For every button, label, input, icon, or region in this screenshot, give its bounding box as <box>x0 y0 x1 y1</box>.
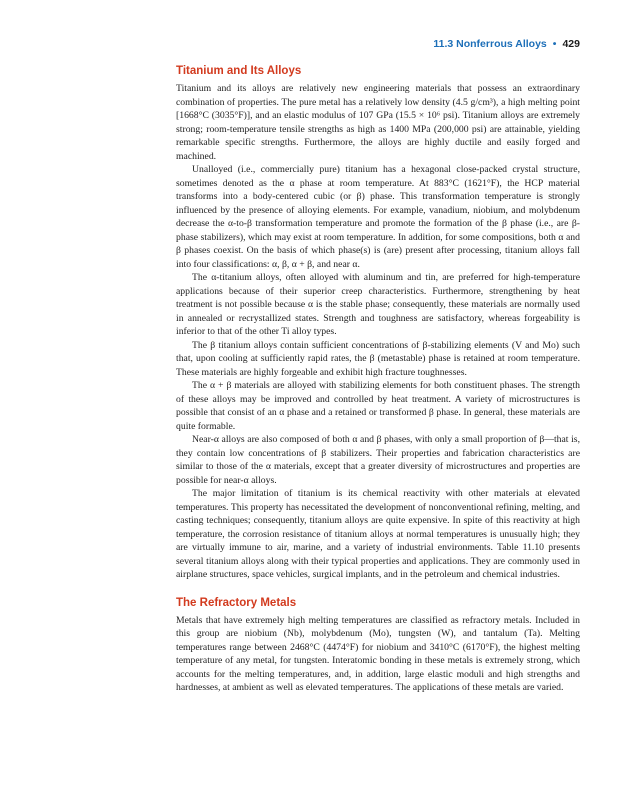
paragraph: Unalloyed (i.e., commercially pure) titanium has a hexagonal close-packed crystal structure, sometimes denoted as the α phase at room temperature. At 883°C (1621°F), the HCP material transforms into a body-centered cubic (or β) phase. This transformation temperature is strongly influenced by the presence of alloying elements. For example, vanadium, niobium, and molybdenum decrease the α-to-β transformation temperature and promote the formation of the β phase (i.e., are β-phase stabilizers), which may exist at room temperature. In addition, for some compositions, both α and β phases coexist. On the basis of which phase(s) is (are) present after processing, titanium alloys fall into four classifications: α, β, α + β, and near α. <box>176 164 580 270</box>
paragraph: The α + β materials are alloyed with stabilizing elements for both constituent phases. The strength of these alloys may be improved and controlled by heat treatment. A variety of microstructures is possible that consist of an α phase and a retained or transformed β phase. In general, these materials are quite formable. <box>176 380 580 432</box>
paragraph: The α-titanium alloys, often alloyed with aluminum and tin, are preferred for high-temperature applications because of their superior creep characteristics. Furthermore, strengthening by heat treatment is not possible because α is the stable phase; consequently, these materials are normally used in annealed or recrystallized states. Strength and toughness are satisfactory, whereas forgeability is inferior to that of the other Ti alloy types. <box>176 272 580 337</box>
paragraph: Metals that have extremely high melting temperatures are classified as refractory metals. Included in this group are niobium (Nb), molybdenum (Mo), tungsten (W), and tantalum (Ta). Melting temperatures range between 2468°C (4474°F) for niobium and 3410°C (6170°F), the highest melting temperature of any metal, for tungsten. Interatomic bonding in these metals is extremely strong, which accounts for the melting temperatures, and, in addition, large elastic moduli and high strengths and hardnesses, at ambient as well as elevated temperatures. The applications of these metals are varied. <box>176 614 580 693</box>
paragraph: Titanium and its alloys are relatively new engineering materials that possess an extraordinary combination of properties. The pure metal has a relatively low density (4.5 g/cm³), a high melting point [1668°C (3035°F)], and an elastic modulus of 107 GPa (15.5 × 10⁶ psi). Titanium alloys are extremely strong; room-temperature tensile strengths as high as 1400 MPa (200,000 psi) are attainable, yielding remarkable specific strengths. Furthermore, the alloys are highly ductile and easily forged and machined. <box>176 83 580 162</box>
section-title: 11.3 Nonferrous Alloys <box>433 38 547 50</box>
page-number: 429 <box>562 38 580 50</box>
running-header <box>433 38 580 50</box>
paragraph: Near-α alloys are also composed of both α and β phases, with only a small proportion of β—that is, they contain low concentrations of β stabilizers. Their properties and fabrication characteristics are similar to those of the α materials, except that a greater diversity of microstructures and properties are possible for near-α alloys. <box>176 434 580 486</box>
heading-refractory-metals: The Refractory Metals <box>176 596 297 609</box>
page-body <box>176 64 580 695</box>
paragraph: The major limitation of titanium is its chemical reactivity with other materials at elevated temperatures. This property has necessitated the development of nonconventional refining, melting, and casting techniques; consequently, titanium alloys are quite expensive. In spite of this reactivity at high temperature, the corrosion resistance of titanium alloys at normal temperatures is unusually high; they are virtually immune to air, marine, and a variety of industrial environments. Table 11.10 presents several titanium alloys along with their typical properties and applications. They are commonly used in airplane structures, space vehicles, surgical implants, and in the petroleum and chemical industries. <box>176 488 580 580</box>
header-separator: • <box>552 38 557 50</box>
heading-titanium: Titanium and Its Alloys <box>176 65 302 77</box>
paragraph: The β titanium alloys contain sufficient concentrations of β-stabilizing elements (V and Mo) such that, upon cooling at sufficiently rapid rates, the β (metastable) phase is retained at room temperature. These materials are highly forgeable and exhibit high fracture toughnesses. <box>176 339 580 378</box>
